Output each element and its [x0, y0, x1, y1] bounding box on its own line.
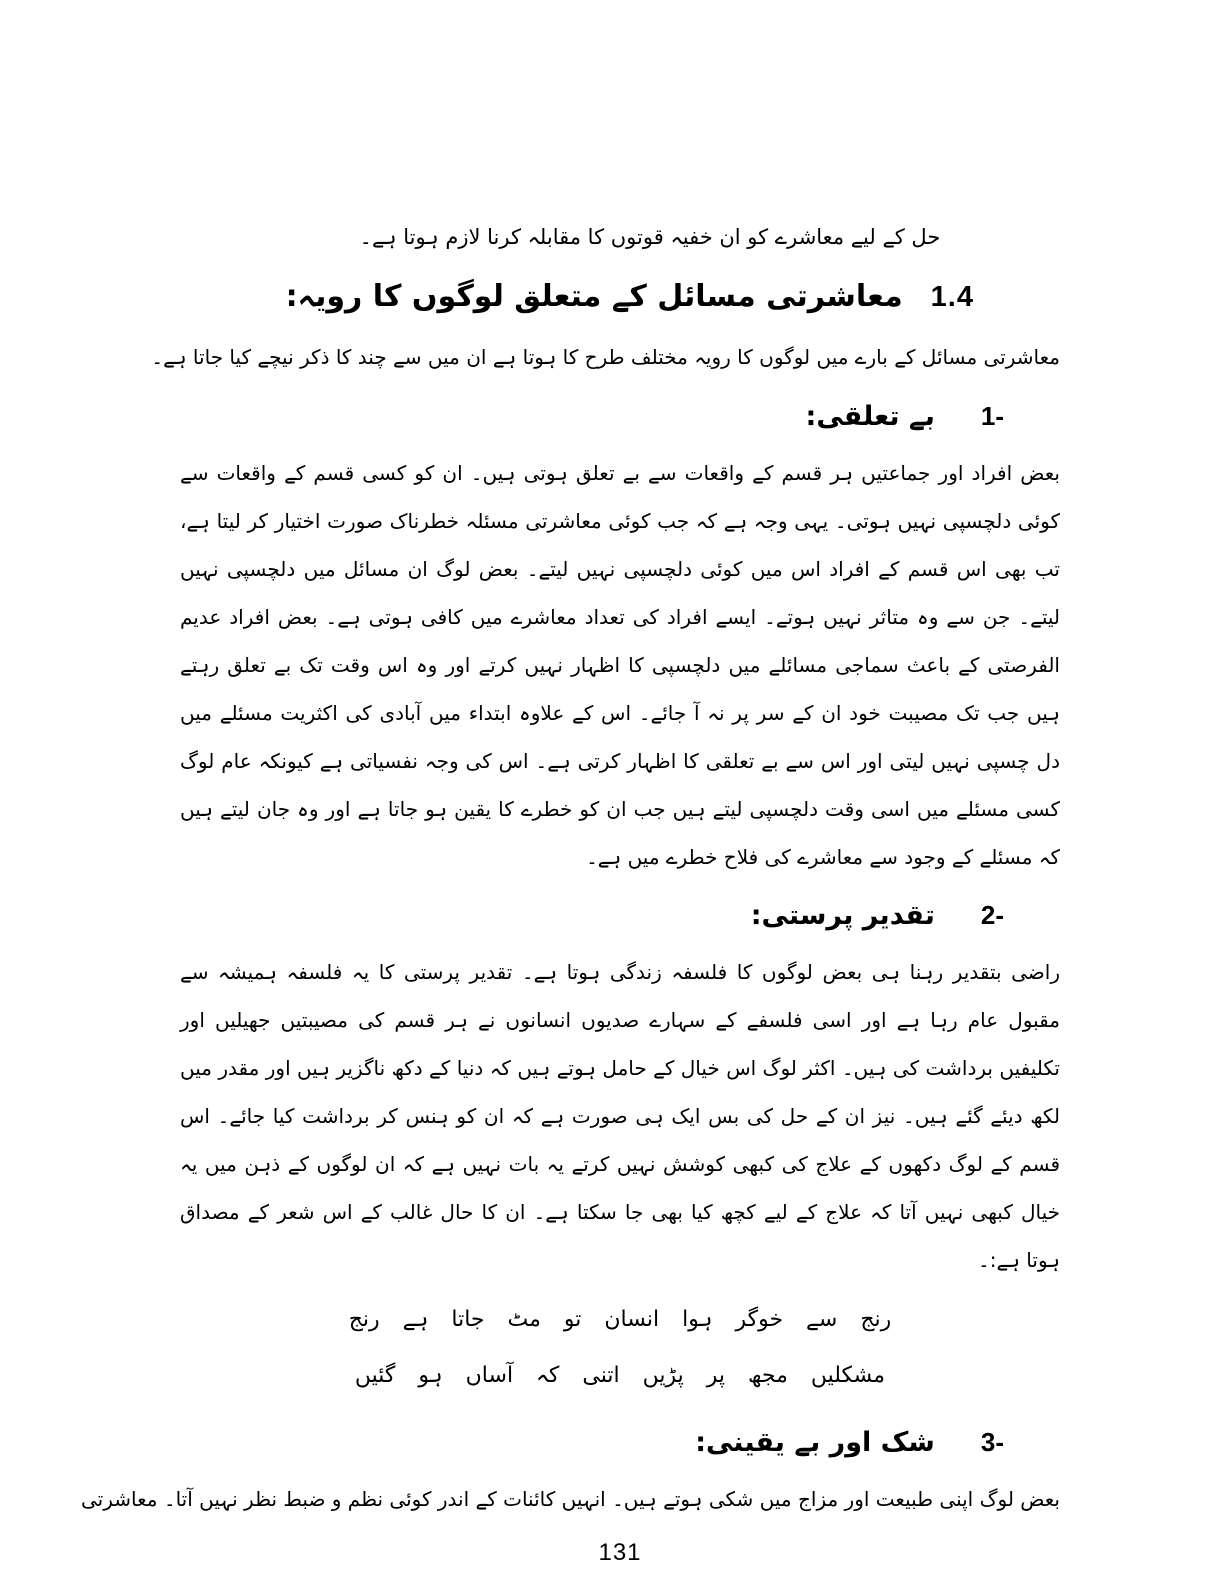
item-3-number: -3: [980, 1427, 1004, 1457]
continuation-line: حل کے لیے معاشرے کو ان خفیہ قوتوں کا مقابلہ کرنا لازم ہوتا ہے۔: [359, 225, 941, 249]
item-3-title: شک اور بے یقینی:: [695, 1427, 935, 1458]
page-content: [81, 214, 1060, 1567]
item-2-paragraph: راضی بتقدیر رہنا ہی بعض لوگوں کا فلسفہ زندگی ہوتا ہے۔ تقدیر پرستی کا یہ فلسفہ ہمیشہ سے مقبول عام رہا ہے اور اسی فلسفے کے سہارے صدیوں انسانوں نے ہر قسم کی مصیبتیں جھیلیں اور تکلیفیں برداشت کی ہیں۔ اکثر لوگ اس خیال کے حامل ہوتے ہیں کہ دنیا کے دکھ ناگزیر ہیں اور مقدر میں لکھ دیئے گئے ہیں۔ نیز ان کے حل کی بس ایک ہی صورت ہے کہ ان کو ہنس کر برداشت کیا جائے۔ اس قسم کے لوگ دکھوں کے علاج کی کبھی کوشش نہیں کرتے یہ بات نہیں ہے کہ ان لوگوں کے ذہن میں یہ خیال کبھی نہیں آتا کہ علاج کے لیے کچھ کیا بھی جا سکتا ہے۔ ان کا حال غالب کے اس شعر کے مصداق ہوتا ہے:۔: [180, 960, 1060, 1272]
item-2-heading: [180, 889, 1060, 942]
item-3-heading: [180, 1416, 1060, 1469]
section-number: 1.4: [930, 281, 974, 313]
verse-line-2: مشکلیں مجھ پر پڑیں اتنی کہ آساں ہو گئیں: [354, 1363, 886, 1388]
item-2-title: تقدیر پرستی:: [750, 900, 935, 931]
verse-line-1: رنج سے خوگر ہوا انسان تو مٹ جاتا ہے رنج: [348, 1307, 892, 1332]
section-intro: معاشرتی مسائل کے بارے میں لوگوں کا رویہ مختلف طرح کا ہوتا ہے ان میں سے چند کا ذکر نیچے کیا جاتا ہے۔: [151, 345, 1060, 369]
item-2-number: -2: [980, 900, 1004, 930]
item-1-paragraph: بعض افراد اور جماعتیں ہر قسم کے واقعات سے بے تعلق ہوتی ہیں۔ ان کو کسی قسم کے واقعات سے کوئی دلچسپی نہیں ہوتی۔ یہی وجہ ہے کہ جب کوئی معاشرتی مسئلہ خطرناک صورت اختیار کر لیتا ہے، تب بھی اس قسم کے افراد اس میں کوئی دلچسپی نہیں لیتے۔ بعض لوگ ان مسائل میں دلچسپی نہیں لیتے۔ جن سے وہ متاثر نہیں ہوتے۔ ایسے افراد کی تعداد معاشرے میں کافی ہوتی ہے۔ بعض افراد عدیم الفرصتی کے باعث سماجی مسائلے میں دلچسپی کا اظہار نہیں کرتے اور وہ اس وقت تک بے تعلق رہتے ہیں جب تک مصیبت خود ان کے سر پر نہ آ جائے۔ اس کے علاوہ ابتداء میں آبادی کی اکثریت مسئلے میں دل چسپی نہیں لیتی اور اس سے بے تعلقی کا اظہار کرتی ہے۔ اس کی وجہ نفسیاتی ہے کیونکہ عام لوگ کسی مسئلے میں اسی وقت دلچسپی لیتے ہیں جب ان کو خطرے کا یقین ہو جاتا ہے اور وہ جان لیتے ہیں کہ مسئلے کے وجود سے معاشرے کی فلاح خطرے میں ہے۔: [180, 461, 1060, 869]
item-3-paragraph: بعض لوگ اپنی طبیعت اور مزاج میں شکی ہوتے ہیں۔ انہیں کائنات کے اندر کوئی نظم و ضبط نظر نہیں آتا۔ معاشرتی: [81, 1487, 1060, 1511]
poetry-couplet: [180, 1292, 1060, 1404]
page-number: 131: [598, 1539, 642, 1566]
section-title: معاشرتی مسائل کے متعلق لوگوں کا رویہ:: [285, 279, 903, 314]
item-1-title: بے تعلقی:: [805, 401, 935, 432]
item-1-number: -1: [980, 401, 1004, 431]
item-1-heading: [180, 390, 1060, 443]
section-heading: [180, 270, 1060, 324]
